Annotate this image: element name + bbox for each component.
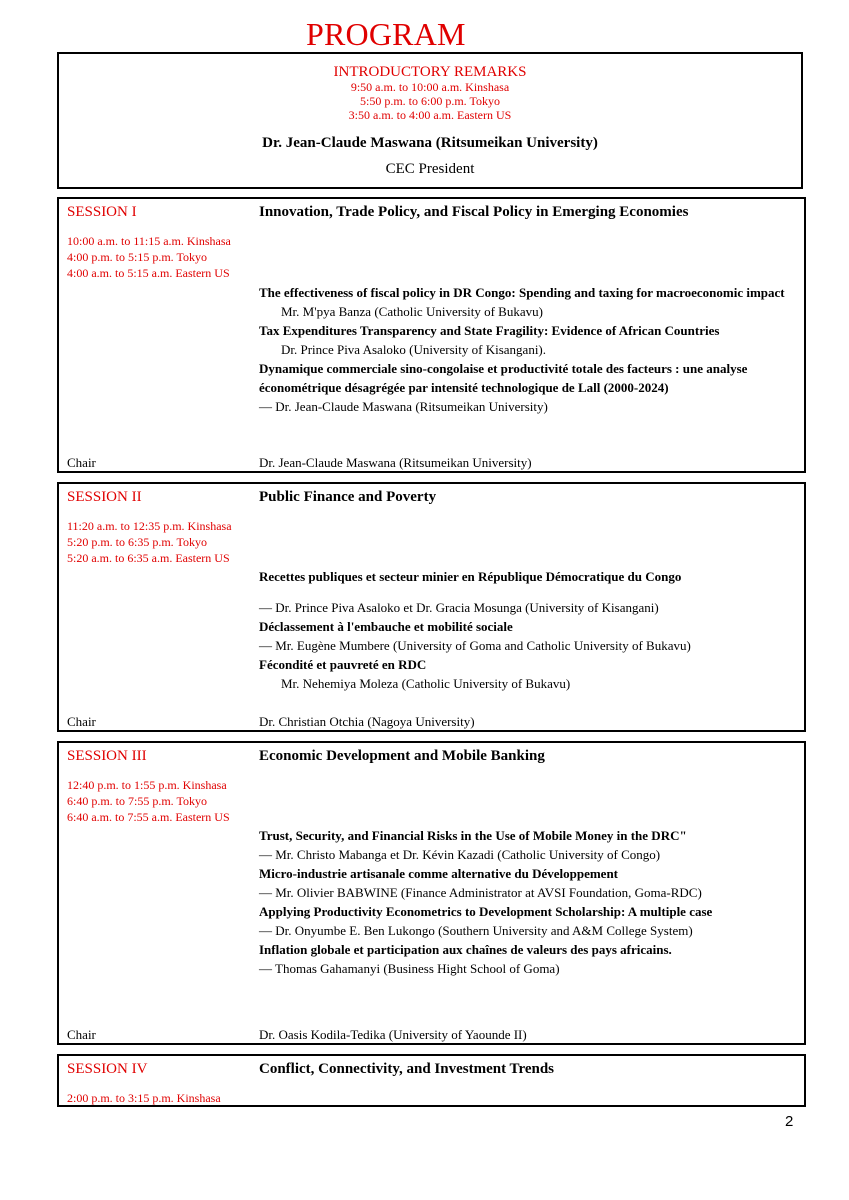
paper-title: Trust, Security, and Financial Risks in the Use of Mobile Money in the DRC" bbox=[259, 828, 687, 843]
paper-title: Micro-industrie artisanale comme alternative du Développement bbox=[259, 866, 618, 881]
intro-speaker: Dr. Jean-Claude Maswana (Ritsumeikan University) bbox=[262, 135, 598, 151]
session-label: SESSION II bbox=[67, 489, 142, 505]
paper-author: — Dr. Prince Piva Asaloko et Dr. Gracia Mosunga (University of Kisangani) bbox=[259, 600, 659, 615]
paper-title: Déclassement à l'embauche et mobilité sociale bbox=[259, 619, 513, 634]
session-time: 2:00 p.m. to 3:15 p.m. Kinshasa bbox=[67, 1091, 221, 1105]
paper-title: Dynamique commerciale sino-congolaise et productivité totale des facteurs : une analyse économétrique désagrégée par intensité technologique de Lall (2000-2024) bbox=[259, 361, 748, 395]
chair-label: Chair bbox=[67, 714, 96, 729]
paper-author: — Thomas Gahamanyi (Business Hight School of Goma) bbox=[259, 961, 560, 976]
chair-label: Chair bbox=[67, 1027, 96, 1042]
session-time: 6:40 p.m. to 7:55 p.m. Tokyo bbox=[67, 794, 207, 808]
session-times bbox=[67, 518, 232, 566]
session-time: 4:00 a.m. to 5:15 a.m. Eastern US bbox=[67, 266, 230, 280]
session-title: Innovation, Trade Policy, and Fiscal Policy in Emerging Economies bbox=[259, 204, 689, 220]
paper-list bbox=[259, 826, 804, 978]
paper-list bbox=[259, 283, 804, 416]
paper-author: — Mr. Olivier BABWINE (Finance Administrator at AVSI Foundation, Goma-RDC) bbox=[259, 885, 702, 900]
session-title: Economic Development and Mobile Banking bbox=[259, 748, 545, 764]
paper-author: Mr. Nehemiya Moleza (Catholic University of Bukavu) bbox=[281, 676, 571, 691]
chair-label: Chair bbox=[67, 455, 96, 470]
session-1-box bbox=[57, 197, 806, 473]
chair-name: Dr. Christian Otchia (Nagoya University) bbox=[259, 714, 475, 729]
paper-author: Dr. Prince Piva Asaloko (University of Kisangani). bbox=[281, 342, 547, 357]
session-3-box bbox=[57, 741, 806, 1045]
session-time: 10:00 a.m. to 11:15 a.m. Kinshasa bbox=[67, 234, 231, 248]
paper-title: The effectiveness of fiscal policy in DR Congo: Spending and taxing for macroeconomic impact bbox=[259, 285, 785, 300]
session-time: 11:20 a.m. to 12:35 p.m. Kinshasa bbox=[67, 519, 232, 533]
paper-list bbox=[259, 567, 804, 693]
session-time: 6:40 a.m. to 7:55 a.m. Eastern US bbox=[67, 810, 230, 824]
page-number: 2 bbox=[785, 1113, 794, 1130]
paper-author: — Dr. Onyumbe E. Ben Lukongo (Southern University and A&M College System) bbox=[259, 923, 693, 938]
session-time: 12:40 p.m. to 1:55 p.m. Kinshasa bbox=[67, 778, 227, 792]
chair-name: Dr. Oasis Kodila-Tedika (University of Yaounde II) bbox=[259, 1027, 527, 1042]
paper-title: Fécondité et pauvreté en RDC bbox=[259, 657, 427, 672]
session-label: SESSION IV bbox=[67, 1061, 148, 1077]
intro-time-eastern: 3:50 a.m. to 4:00 a.m. Eastern US bbox=[348, 108, 512, 122]
paper-author: Mr. M'pya Banza (Catholic University of Bukavu) bbox=[281, 304, 543, 319]
session-label: SESSION I bbox=[67, 204, 137, 220]
session-title: Public Finance and Poverty bbox=[259, 489, 437, 505]
intro-role: CEC President bbox=[385, 161, 475, 177]
session-4-box bbox=[57, 1054, 806, 1107]
intro-box bbox=[57, 52, 803, 189]
session-times bbox=[67, 1090, 221, 1106]
chair-name: Dr. Jean-Claude Maswana (Ritsumeikan University) bbox=[259, 455, 532, 470]
session-2-box bbox=[57, 482, 806, 732]
session-time: 5:20 p.m. to 6:35 p.m. Tokyo bbox=[67, 535, 207, 549]
paper-author: — Mr. Christo Mabanga et Dr. Kévin Kazadi (Catholic University of Congo) bbox=[259, 847, 661, 862]
session-times bbox=[67, 233, 231, 281]
paper-title: Recettes publiques et secteur minier en République Démocratique du Congo bbox=[259, 569, 682, 584]
paper-title: Inflation globale et participation aux chaînes de valeurs des pays africains. bbox=[259, 942, 672, 957]
paper-author: — Mr. Eugène Mumbere (University of Goma and Catholic University of Bukavu) bbox=[259, 638, 691, 653]
paper-author: — Dr. Jean-Claude Maswana (Ritsumeikan University) bbox=[259, 399, 548, 414]
intro-time-tokyo: 5:50 p.m. to 6:00 p.m. Tokyo bbox=[360, 94, 500, 108]
session-time: 5:20 a.m. to 6:35 a.m. Eastern US bbox=[67, 551, 230, 565]
session-title: Conflict, Connectivity, and Investment Trends bbox=[259, 1061, 555, 1077]
session-time: 4:00 p.m. to 5:15 p.m. Tokyo bbox=[67, 250, 207, 264]
session-times bbox=[67, 777, 230, 825]
session-label: SESSION III bbox=[67, 748, 147, 764]
paper-title: Tax Expenditures Transparency and State Fragility: Evidence of African Countries bbox=[259, 323, 720, 338]
paper-title: Applying Productivity Econometrics to Development Scholarship: A multiple case bbox=[259, 904, 713, 919]
intro-time-kinshasa: 9:50 a.m. to 10:00 a.m. Kinshasa bbox=[350, 80, 510, 94]
page-title: PROGRAM bbox=[306, 16, 466, 52]
intro-heading: INTRODUCTORY REMARKS bbox=[333, 64, 527, 80]
